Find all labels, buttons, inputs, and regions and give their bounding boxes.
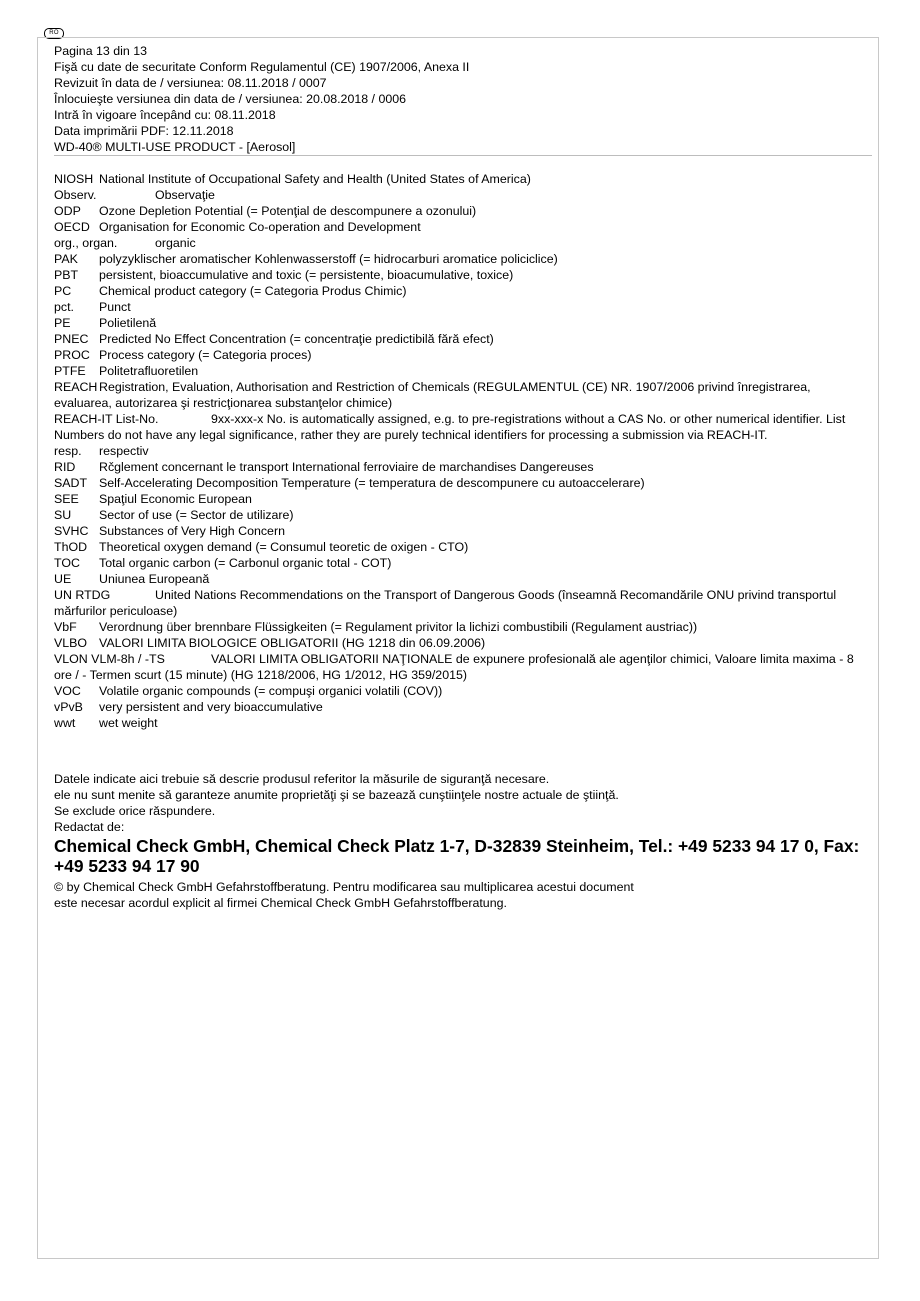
abbreviation-term: SADT — [54, 476, 88, 490]
abbreviation-row — [54, 219, 866, 235]
print-date: Data imprimării PDF: 12.11.2018 — [54, 124, 234, 138]
abbreviation-definition: polyzyklischer aromatischer Kohlenwasserstoff (= hidrocarburi aromatice policiclice) — [99, 252, 558, 266]
abbreviation-definition: Registration, Evaluation, Authorisation and Restriction of Chemicals (REGULAMENTUL (CE) NR. 1907/2006 privind înregistrarea, evaluarea, autorizarea şi restricţionarea substanţelor chimice) — [54, 380, 811, 410]
abbreviation-term: vPvB — [54, 700, 83, 714]
abbreviation-row — [54, 331, 866, 347]
abbreviation-term: REACH-IT List-No. — [54, 412, 159, 426]
abbreviation-term: resp. — [54, 444, 82, 458]
copyright-line-2: este necesar acordul explicit al firmei Chemical Check GmbH Gefahrstoffberatung. — [54, 896, 507, 910]
abbreviation-row — [54, 315, 866, 331]
product-name: WD-40® MULTI-USE PRODUCT - [Aerosol] — [54, 140, 296, 154]
company-contact: Chemical Check GmbH, Chemical Check Platz 1-7, D-32839 Steinheim, Tel.: +49 5233 94 17 0, Fax: +49 5233 94 17 90 — [54, 836, 860, 876]
abbreviation-term: PE — [54, 316, 71, 330]
abbreviation-term: PC — [54, 284, 72, 298]
abbreviation-list — [54, 171, 866, 731]
abbreviation-row — [54, 459, 866, 475]
abbreviation-row — [54, 491, 866, 507]
abbreviation-row — [54, 251, 866, 267]
disclaimer-line-3: Se exclude orice răspundere. — [54, 804, 216, 818]
abbreviation-row — [54, 571, 866, 587]
abbreviation-row — [54, 187, 866, 203]
abbreviation-definition: Observaţie — [155, 188, 215, 202]
copyright-line-1: © by Chemical Check GmbH Gefahrstoffberatung. Pentru modificarea sau multiplicarea acestui document — [54, 880, 634, 894]
disclaimer-line-1: Datele indicate aici trebuie să descrie produsul referitor la măsurile de siguranţă necesare. — [54, 772, 550, 786]
abbreviation-definition: National Institute of Occupational Safety and Health (United States of America) — [99, 172, 531, 186]
abbreviation-row — [54, 507, 866, 523]
abbreviation-row — [54, 523, 866, 539]
abbreviation-term: UE — [54, 572, 72, 586]
abbreviation-definition: Volatile organic compounds (= compuşi organici volatili (COV)) — [99, 684, 443, 698]
abbreviation-definition: VALORI LIMITA OBLIGATORII NAŢIONALE de expunere profesională ale agenţilor chimici, Valoare limita maxima - 8 ore / - Termen scurt (15 minute) (HG 1218/2006, HG 1/2012, HG 359/2015) — [54, 652, 854, 682]
abbreviation-term: NIOSH — [54, 172, 94, 186]
abbreviation-row — [54, 411, 866, 443]
abbreviation-definition: Politetrafluoretilen — [99, 364, 199, 378]
abbreviation-term: SU — [54, 508, 72, 522]
abbreviation-term: pct. — [54, 300, 74, 314]
abbreviation-definition: Sector of use (= Sector de utilizare) — [99, 508, 294, 522]
country-badge: RO — [44, 28, 64, 39]
abbreviation-row — [54, 539, 866, 555]
abbreviation-row — [54, 619, 866, 635]
abbreviation-term: SEE — [54, 492, 79, 506]
abbreviation-definition: wet weight — [99, 716, 158, 730]
abbreviation-term: PROC — [54, 348, 90, 362]
abbreviation-definition: Substances of Very High Concern — [99, 524, 285, 538]
revision-info: Revizuit în data de / versiunea: 08.11.2018 / 0007 — [54, 76, 327, 90]
prepared-by-label: Redactat de: — [54, 820, 125, 834]
abbreviation-row — [54, 699, 866, 715]
abbreviation-term: wwt — [54, 716, 76, 730]
abbreviation-row — [54, 235, 866, 251]
abbreviation-definition: Chemical product category (= Categoria Produs Chimic) — [99, 284, 407, 298]
abbreviation-row — [54, 171, 866, 187]
abbreviation-definition: Verordnung über brennbare Flüssigkeiten (= Regulament privitor la lichizi combustibili (Regulament austriac)) — [99, 620, 698, 634]
document-header — [54, 43, 469, 155]
abbreviation-definition: respectiv — [99, 444, 149, 458]
abbreviation-term: UN RTDG — [54, 588, 111, 602]
abbreviation-definition: Ozone Depletion Potential (= Potenţial de descompunere a ozonului) — [99, 204, 477, 218]
document-type: Fişă cu date de securitate Conform Regulamentul (CE) 1907/2006, Anexa II — [54, 60, 470, 74]
effective-date: Intră în vigoare începând cu: 08.11.2018 — [54, 108, 276, 122]
page-number: Pagina 13 din 13 — [54, 44, 148, 58]
abbreviation-definition: Polietilenă — [99, 316, 157, 330]
abbreviation-definition: persistent, bioaccumulative and toxic (= persistente, bioacumulative, toxice) — [99, 268, 514, 282]
abbreviation-row — [54, 299, 866, 315]
abbreviation-row — [54, 587, 866, 619]
abbreviation-row — [54, 683, 866, 699]
abbreviation-definition: very persistent and very bioaccumulative — [99, 700, 323, 714]
spacer — [54, 731, 866, 771]
abbreviation-term: VLON VLM-8h / -TS — [54, 652, 165, 666]
abbreviation-row — [54, 283, 866, 299]
abbreviation-row — [54, 715, 866, 731]
abbreviation-term: VLBO — [54, 636, 88, 650]
abbreviation-definition: Predicted No Effect Concentration (= concentraţie predictibilă fără efect) — [99, 332, 494, 346]
abbreviation-definition: organic — [155, 236, 196, 250]
abbreviation-term: org., organ. — [54, 236, 118, 250]
abbreviation-definition: Theoretical oxygen demand (= Consumul teoretic de oxigen - CTO) — [99, 540, 469, 554]
abbreviation-row — [54, 475, 866, 491]
header-divider — [54, 155, 872, 156]
abbreviation-definition: Self-Accelerating Decomposition Temperature (= temperatura de descompunere cu autoaccelerare) — [99, 476, 645, 490]
abbreviation-term: PNEC — [54, 332, 89, 346]
abbreviation-row — [54, 203, 866, 219]
abbreviation-term: PAK — [54, 252, 78, 266]
abbreviation-term: ODP — [54, 204, 81, 218]
abbreviation-term: TOC — [54, 556, 80, 570]
abbreviation-row — [54, 555, 866, 571]
abbreviation-term: ThOD — [54, 540, 88, 554]
abbreviation-definition: Spaţiul Economic European — [99, 492, 252, 506]
abbreviation-definition: Punct — [99, 300, 131, 314]
abbreviation-definition: 9xx-xxx-x No. is automatically assigned, e.g. to pre-registrations without a CAS No. or other numerical identifier. List Numbers do not have any legal significance, rather they are purely technical identifiers for processing a submission via REACH-IT. — [54, 412, 846, 442]
abbreviation-definition: Uniunea Europeană — [99, 572, 210, 586]
abbreviation-term: OECD — [54, 220, 90, 234]
abbreviation-row — [54, 267, 866, 283]
abbreviation-term: PBT — [54, 268, 79, 282]
abbreviation-definition: United Nations Recommendations on the Transport of Dangerous Goods (înseamnă Recomandările ONU privind transportul mărfurilor periculoase) — [54, 588, 837, 618]
abbreviation-row — [54, 635, 866, 651]
abbreviation-term: REACH — [54, 380, 98, 394]
document-body — [54, 171, 866, 911]
replaces-info: Înlocuieşte versiunea din data de / versiunea: 20.08.2018 / 0006 — [54, 92, 407, 106]
abbreviation-term: SVHC — [54, 524, 89, 538]
abbreviation-row — [54, 651, 866, 683]
abbreviation-term: PTFE — [54, 364, 86, 378]
abbreviation-term: RID — [54, 460, 76, 474]
abbreviation-row — [54, 363, 866, 379]
abbreviation-definition: Total organic carbon (= Carbonul organic total - COT) — [99, 556, 392, 570]
abbreviation-definition: Rčglement concernant le transport International ferroviaire de marchandises Dangereuses — [99, 460, 594, 474]
abbreviation-term: VOC — [54, 684, 81, 698]
abbreviation-definition: Organisation for Economic Co-operation and Development — [99, 220, 421, 234]
abbreviation-row — [54, 347, 866, 363]
abbreviation-definition: VALORI LIMITA BIOLOGICE OBLIGATORII (HG 1218 din 06.09.2006) — [99, 636, 486, 650]
abbreviation-term: VbF — [54, 620, 77, 634]
abbreviation-term: Observ. — [54, 188, 97, 202]
abbreviation-row — [54, 379, 866, 411]
disclaimer-line-2: ele nu sunt menite să garanteze anumite proprietăţi şi se bazează cunştiinţele nostre actuale de ştiinţă. — [54, 788, 619, 802]
abbreviation-definition: Process category (= Categoria proces) — [99, 348, 312, 362]
abbreviation-row — [54, 443, 866, 459]
